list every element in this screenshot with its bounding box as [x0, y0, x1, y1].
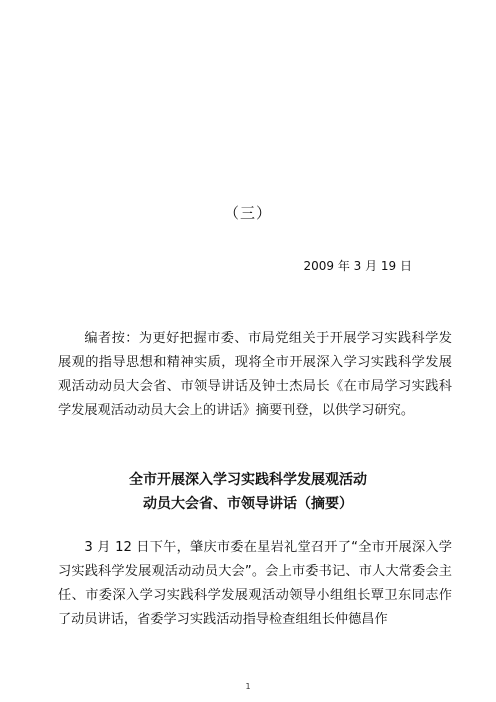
body-paragraph: 3 月 12 日下午，肇庆市委在星岩礼堂召开了“全市开展深入学习实践科学发展观活动动员大会”。会上市委书记、市人大常委会主任、市委深入学习实践科学发展观活动领导小组组长覃卫东同志作了动员讲话，省委学习实践活动指导检查组组长仲德昌作 [58, 540, 452, 627]
editor-note: 编者按：为更好把握市委、市局党组关于开展学习实践科学发展观的指导思想和精神实质，现将全市开展深入学习实践科学发展观活动动员大会省、市领导讲话及钟士杰局长《在市局学习实践科学发展观活动动员大会上的讲话》摘要刊登，以供学习研究。 [58, 331, 452, 418]
section-heading-line-2: 动员大会省、市领导讲话（摘要） [143, 496, 353, 512]
document-date: 2009 年 3 月 19 日 [303, 259, 412, 273]
section-heading-line-1: 全市开展深入学习实践科学发展观活动 [129, 472, 367, 488]
page-number: 1 [245, 682, 251, 691]
issue-number: （三） [223, 204, 272, 222]
